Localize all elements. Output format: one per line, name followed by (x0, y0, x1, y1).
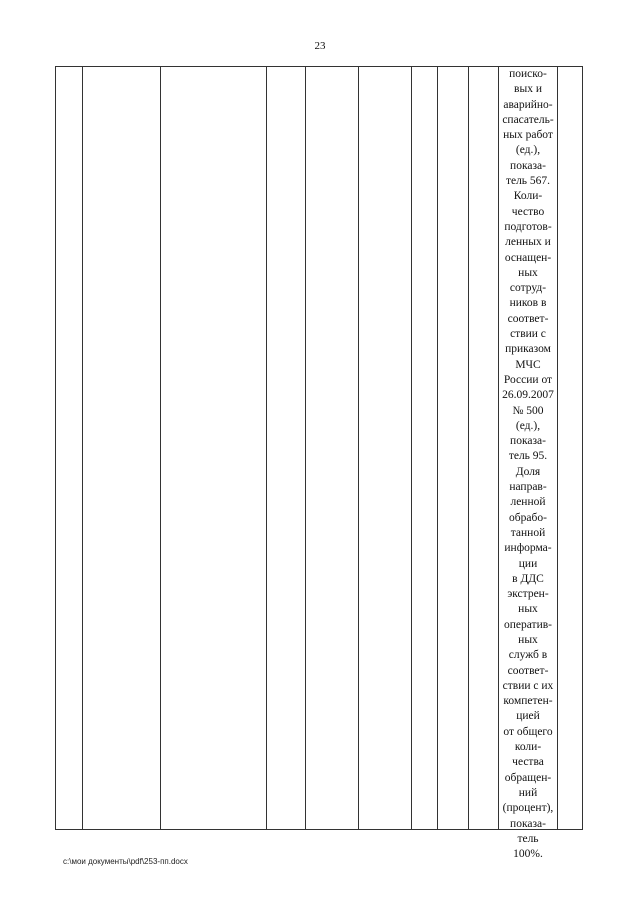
cell-text-line: ных (518, 603, 538, 616)
cell-text-line: служб в (508, 649, 548, 662)
cell-text-line: ников в (509, 297, 547, 310)
cell-text-line: тель 95. (508, 450, 548, 463)
table-column-divider (358, 66, 359, 830)
cell-text-line: ний (518, 786, 538, 799)
cell-text-line: подготов- (504, 220, 552, 233)
table-column-divider (266, 66, 267, 830)
table-column-divider (437, 66, 438, 830)
cell-text-line: 100%. (513, 848, 543, 861)
table-column-divider (411, 66, 412, 830)
cell-text-line: ленной (510, 496, 546, 509)
cell-text-line: (процент), (502, 802, 554, 815)
table-column-divider (305, 66, 306, 830)
cell-text-line: оператив- (503, 618, 552, 631)
table-cell-indicators (498, 67, 558, 862)
cell-text-line: ции (518, 557, 538, 570)
cell-text-line: ствии с (510, 328, 546, 341)
table-column-divider (82, 66, 83, 830)
cell-text-line: от общего (503, 725, 553, 738)
cell-text-line: показа- (510, 817, 546, 830)
cell-text-line: аварийно- (503, 98, 553, 111)
cell-text-line: в ДДС (512, 572, 544, 585)
cell-text-line: Коли- (513, 190, 543, 203)
cell-text-line: ствии с их (502, 679, 554, 692)
cell-text-line: оснащен- (504, 251, 552, 264)
cell-text-line: танной (510, 526, 546, 539)
cell-text-line: тель 567. (505, 175, 551, 188)
cell-text-line: экстрен- (507, 588, 549, 601)
cell-text-line: компетен- (503, 695, 553, 708)
cell-text-line: показа- (510, 435, 546, 448)
table-column-divider (160, 66, 161, 830)
cell-text-line: Доля (515, 465, 541, 478)
cell-text-line: вых и (514, 83, 542, 96)
cell-text-line: 26.09.2007 (502, 389, 554, 402)
cell-text-line: тель (517, 832, 539, 845)
cell-text-line: соответ- (507, 312, 549, 325)
cell-text-line: направ- (509, 481, 547, 494)
cell-text-line: России от (503, 373, 553, 386)
cell-text-line: коли- (514, 741, 542, 754)
cell-text-line: соответ- (507, 664, 549, 677)
cell-text-line: ленных и (505, 236, 551, 249)
cell-text-line: ных работ (503, 129, 553, 142)
cell-text-line: сотруд- (509, 282, 547, 295)
cell-text-line: МЧС (515, 358, 541, 371)
cell-text-line: приказом (505, 343, 551, 356)
cell-text-line: ных (518, 266, 538, 279)
cell-text-line: поиско- (509, 68, 547, 80)
cell-text-line: (ед.), (515, 419, 541, 432)
cell-text-line: информа- (504, 542, 552, 555)
cell-text-line: (ед.), (515, 144, 541, 157)
cell-text-line: цией (516, 710, 540, 723)
cell-text-line: показа- (510, 159, 546, 172)
table-column-divider (468, 66, 469, 830)
footer-file-path: c:\мои документы\pdf\253-пп.docx (63, 857, 188, 866)
cell-text-line: № 500 (512, 404, 544, 417)
cell-text-line: спасатель- (502, 113, 554, 126)
cell-text-line: чества (512, 756, 544, 769)
cell-text-line: чество (511, 205, 545, 218)
page-number: 23 (314, 40, 326, 52)
cell-text-line: ных (518, 633, 538, 646)
cell-text-line: обращен- (504, 771, 552, 784)
cell-text-line: обрабо- (509, 511, 547, 524)
